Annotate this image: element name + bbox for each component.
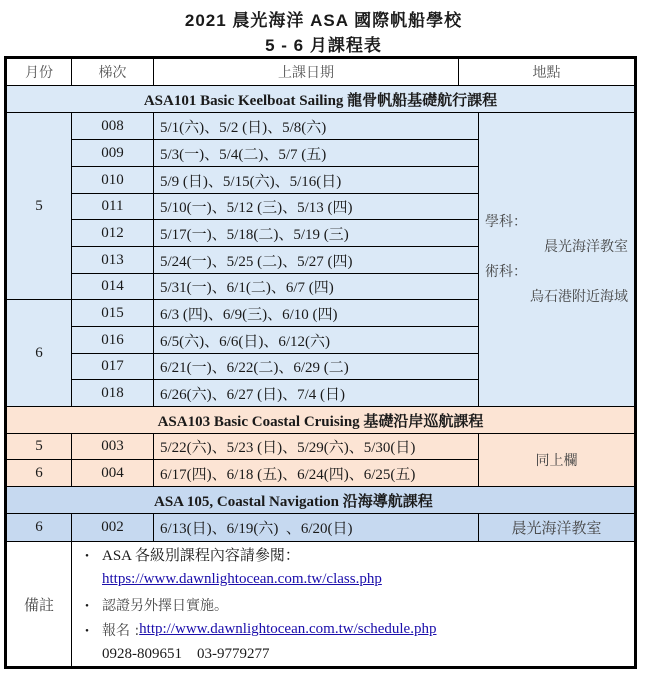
section-title-asa103: ASA103 Basic Coastal Cruising 基礎沿岸巡航課程	[7, 407, 634, 434]
batch-cell: 017	[72, 354, 154, 380]
batch-cell: 003	[72, 434, 154, 460]
batch-cell: 016	[72, 327, 154, 354]
note-item	[102, 592, 228, 617]
dates-cell: 6/21(一)、6/22(二)、6/29 (二)	[154, 354, 479, 380]
dates-cell: 5/31(一)、6/1(二)、6/7 (四)	[154, 274, 479, 300]
note-item	[102, 617, 436, 642]
dates-cell: 5/3(一)、5/4(二)、5/7 (五)	[154, 140, 479, 167]
month-cell: 5	[7, 113, 72, 300]
batch-cell: 008	[72, 113, 154, 140]
dates-cell: 5/9 (日)、5/15(六)、5/16(日)	[154, 167, 479, 194]
bullet-icon: ・	[80, 625, 94, 640]
theory-place: 晨光海洋教室	[544, 238, 628, 255]
batch-cell: 009	[72, 140, 154, 167]
schedule-table	[4, 56, 637, 669]
header-month: 月份	[7, 59, 72, 86]
note-text: 報名 :	[102, 622, 140, 639]
section-title-asa101: ASA101 Basic Keelboat Sailing 龍骨帆船基礎航行課程	[7, 86, 634, 113]
header-batch: 梯次	[72, 59, 154, 86]
location-cell-asa103: 同上欄	[479, 434, 634, 487]
schedule-link[interactable]: http://www.dawnlightocean.com.tw/schedule.php	[139, 621, 437, 637]
note-text: ASA 各級別課程內容請參閱：	[102, 548, 300, 564]
month-cell: 6	[7, 514, 72, 542]
month-cell: 6	[7, 300, 72, 407]
header-location: 地點	[459, 59, 634, 86]
dates-cell: 6/17(四)、6/18 (五)、6/24(四)、6/25(五)	[154, 460, 479, 487]
dates-cell: 6/26(六)、6/27 (日)、7/4 (日)	[154, 380, 479, 407]
batch-cell: 011	[72, 194, 154, 220]
dates-cell: 5/1(六)、5/2 (日)、5/8(六)	[154, 113, 479, 140]
batch-cell: 012	[72, 220, 154, 247]
notes-content	[72, 542, 634, 666]
page-subtitle: 5 - 6 月課程表	[265, 36, 382, 55]
note-item	[102, 542, 300, 567]
batch-cell: 014	[72, 274, 154, 300]
dates-cell: 6/3 (四)、6/9(三)、6/10 (四)	[154, 300, 479, 327]
theory-label: 學科：	[485, 213, 527, 230]
location-cell-asa105: 晨光海洋教室	[479, 514, 634, 542]
section-title-asa105: ASA 105, Coastal Navigation 沿海導航課程	[7, 487, 634, 514]
dates-cell: 5/24(一)、5/25 (二)、5/27 (四)	[154, 247, 479, 274]
month-cell: 5	[7, 434, 72, 460]
batch-cell: 015	[72, 300, 154, 327]
batch-cell: 004	[72, 460, 154, 487]
batch-cell: 013	[72, 247, 154, 274]
note-text: 認證另外擇日實施。	[102, 597, 228, 614]
dates-cell: 5/10(一)、5/12 (三)、5/13 (四)	[154, 194, 479, 220]
dates-cell: 6/13(日)、6/19(六) 、6/20(日)	[154, 514, 479, 542]
note-item	[102, 567, 382, 592]
page-title: 2021 晨光海洋 ASA 國際帆船學校	[184, 11, 463, 30]
class-link[interactable]: https://www.dawnlightocean.com.tw/class.php	[102, 571, 382, 587]
practice-label: 術科：	[485, 263, 527, 280]
batch-cell: 010	[72, 167, 154, 194]
location-cell-asa101	[479, 113, 634, 407]
dates-cell: 5/22(六)、5/23 (日)、5/29(六)、5/30(日)	[154, 434, 479, 460]
notes-label: 備註	[7, 542, 72, 666]
header-dates: 上課日期	[154, 59, 459, 86]
practice-place: 烏石港附近海域	[530, 288, 628, 305]
dates-cell: 6/5(六)、6/6(日)、6/12(六)	[154, 327, 479, 354]
month-cell: 6	[7, 460, 72, 487]
bullet-icon: ・	[80, 600, 94, 615]
phone-numbers: 0928-809651 03-9779277	[102, 646, 270, 662]
dates-cell: 5/17(一)、5/18(二)、5/19 (三)	[154, 220, 479, 247]
batch-cell: 002	[72, 514, 154, 542]
batch-cell: 018	[72, 380, 154, 407]
bullet-icon: ・	[80, 550, 94, 565]
